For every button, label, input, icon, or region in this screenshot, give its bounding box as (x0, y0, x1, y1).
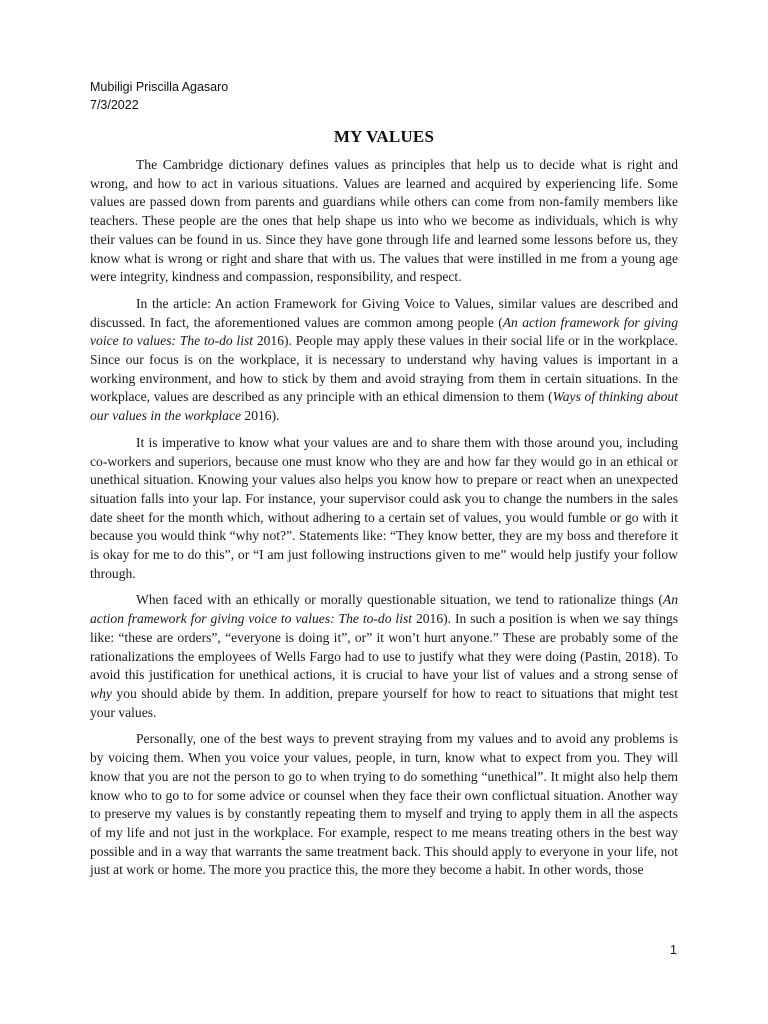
body-paragraph (90, 156, 678, 287)
italic-citation: An action framework for giving voice to values: The to-do list (90, 314, 679, 349)
body-paragraph (90, 295, 678, 426)
author-block (90, 78, 228, 114)
document-title: MY VALUES (333, 127, 435, 146)
paragraph-text: 2016). People may apply these values in their social life or in the workplace. Since our focus is on the workplace, it is necessary to understand why having values is important in a working environment, and how to stick by them and avoid straying from them in certain situations. In the workplace, values are described as any principle with an ethical dimension to them ( (90, 333, 678, 405)
paragraph-text: 2016). In such a position is when we say things like: “these are orders”, “everyone is doing it”, or” it won’t hurt anyone.” These are probably some of the rationalizations the employees of Wells Fargo had to use to justify what they were doing (Pastin, 2018). To avoid this justification for unethical actions, it is crucial to have your list of values and a strong sense of (90, 611, 679, 683)
paragraph-text: When faced with an ethically or morally questionable situation, we tend to rationalize things ( (136, 592, 663, 608)
body-paragraph (90, 730, 678, 880)
body-paragraph (90, 591, 678, 722)
page-number: 1 (670, 943, 677, 957)
paragraph-text: In the article: An action Framework for Giving Voice to Values, similar values are described and discussed. In fact, the aforementioned values are common among people ( (90, 295, 678, 330)
body-paragraph (90, 434, 678, 584)
italic-citation: Ways of thinking about our values in the workplace (90, 389, 678, 424)
document-date: 7/3/2022 (90, 98, 139, 112)
italic-citation: An action framework for giving voice to values: The to-do list (90, 592, 678, 627)
paragraph-text: It is imperative to know what your values are and to share them with those around you, including co-workers and superiors, because one must know who they are and how far they would go in an ethical or unethical situation. Knowing your values also helps you know how to prepare or react when an unexpected situation falls into your lap. For instance, your supervisor could ask you to change the numbers in the sales date sheet for the month which, without adhering to a certain set of values, you would fumble or go with it because you would think “why not?”. Statements like: “They know better, they are my boss and therefore it is okay for me to do this”, or “I am just following instructions given to me” would help justify your follow through. (90, 434, 678, 581)
paragraph-text: you should abide by them. In addition, prepare yourself for how to react to situations that might test your values. (90, 685, 678, 720)
author-name: Mubiligi Priscilla Agasaro (90, 80, 229, 94)
paragraph-text: The Cambridge dictionary defines values as principles that help us to decide what is right and wrong, and how to act in various situations. Values are learned and acquired by experiencing life. Some values are passed down from parents and guardians while others can come from non-family members like teachers. These people are the ones that help shape us into who we become as individuals, which is why their values can be found in us. Since they have gone through life and learned some lessons before us, they know what is wrong or right and share that with us. The values that were instilled in me from a young age were integrity, kindness and compassion, responsibility, and respect. (90, 157, 678, 285)
italic-citation: why (90, 685, 112, 701)
document-body (90, 156, 678, 888)
paragraph-text: Personally, one of the best ways to prevent straying from my values and to avoid any problems is by voicing them. When you voice your values, people, in turn, know what to expect from you. They will know that you are not the person to go to when trying to do something “unethical”. It might also help them know who to go to for some advice or counsel when they face their own conflictual situation. Another way to preserve my values is by constantly repeating them to myself and trying to apply them in all the aspects of my life and not just in the workplace. For example, respect to me means treating others in the best way possible and in a way that warrants the same treatment back. This should apply to everyone in your life, not just at work or home. The more you practice this, the more they become a habit. In other words, those (90, 731, 678, 878)
paragraph-text: 2016). (241, 408, 280, 424)
